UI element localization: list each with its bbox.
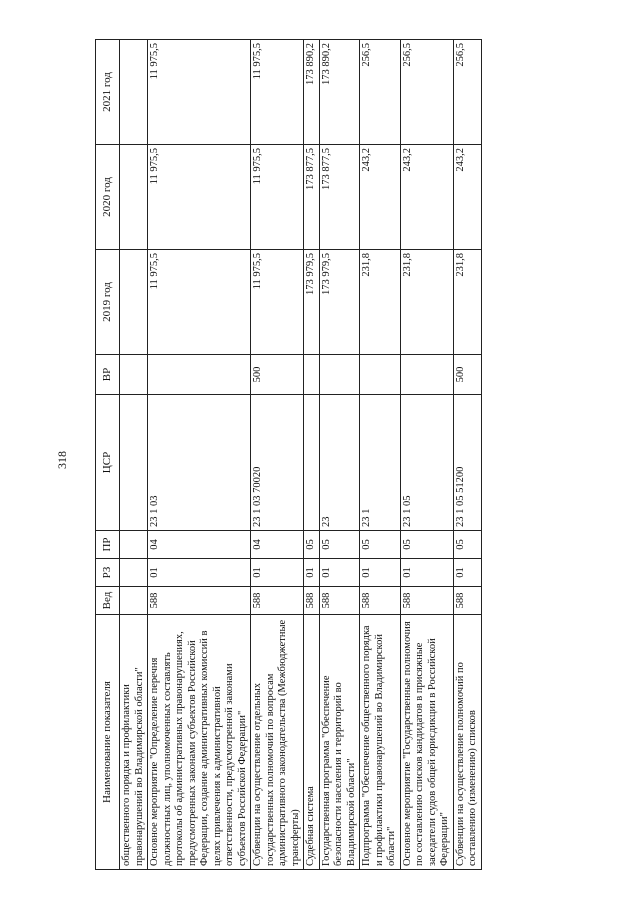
cell-rz: 01 — [400, 559, 453, 587]
table-row — [360, 40, 401, 870]
cell-pr — [120, 531, 148, 559]
cell-vr — [319, 355, 360, 395]
cell-ved — [120, 587, 148, 615]
header-2021: 2021 год — [96, 40, 120, 145]
cell-2020: 173 877,5 — [304, 145, 320, 250]
cell-2020: 243,2 — [400, 145, 453, 250]
cell-vr — [120, 355, 148, 395]
cell-pr: 05 — [453, 531, 481, 559]
header-2019: 2019 год — [96, 250, 120, 355]
cell-2020: 11 975,5 — [148, 145, 251, 250]
cell-ved: 588 — [453, 587, 481, 615]
rotated-page-content — [95, 40, 625, 870]
cell-ved: 588 — [400, 587, 453, 615]
cell-2021: 11 975,5 — [148, 40, 251, 145]
cell-rz: 01 — [148, 559, 251, 587]
table-row — [251, 40, 304, 870]
cell-2019: 173 979,5 — [304, 250, 320, 355]
cell-pr: 05 — [319, 531, 360, 559]
cell-ved: 588 — [251, 587, 304, 615]
cell-2021: 11 975,5 — [251, 40, 304, 145]
cell-rz: 01 — [319, 559, 360, 587]
cell-name: Основное мероприятие "Государственные полномочия по составлению списков кандидатов в присяжные заседатели судов общей юрисдикции в Российской Федерации" — [400, 615, 453, 870]
cell-name: Субвенции на осуществление отдельных государственных полномочий по вопросам административного законодательства (Межбюджетные трансферты) — [251, 615, 304, 870]
cell-csr: 23 1 03 70020 — [251, 395, 304, 531]
cell-2021: 256,5 — [453, 40, 481, 145]
cell-ved: 588 — [360, 587, 401, 615]
cell-vr: 500 — [453, 355, 481, 395]
header-ved: Вед — [96, 587, 120, 615]
cell-2019: 11 975,5 — [148, 250, 251, 355]
header-2020: 2020 год — [96, 145, 120, 250]
header-pr: ПР — [96, 531, 120, 559]
cell-2020: 243,2 — [360, 145, 401, 250]
cell-2019: 11 975,5 — [251, 250, 304, 355]
table-row — [400, 40, 453, 870]
cell-rz: 01 — [251, 559, 304, 587]
cell-rz — [120, 559, 148, 587]
cell-csr: 23 — [319, 395, 360, 531]
cell-pr: 05 — [400, 531, 453, 559]
header-rz: РЗ — [96, 559, 120, 587]
cell-name: Судебная система — [304, 615, 320, 870]
cell-rz: 01 — [304, 559, 320, 587]
table-row — [319, 40, 360, 870]
cell-csr: 23 1 — [360, 395, 401, 531]
cell-name: Подпрограмма "Обеспечение общественного порядка и профилактики правонарушений во Владимирской области" — [360, 615, 401, 870]
cell-pr: 05 — [360, 531, 401, 559]
cell-pr: 04 — [148, 531, 251, 559]
budget-table — [95, 39, 482, 870]
cell-2021 — [120, 40, 148, 145]
cell-2021: 256,5 — [400, 40, 453, 145]
cell-pr: 04 — [251, 531, 304, 559]
cell-name: Субвенции на осуществление полномочий по составлению (изменению) списков — [453, 615, 481, 870]
header-name: Наименование показателя — [96, 615, 120, 870]
cell-vr — [304, 355, 320, 395]
header-vr: ВР — [96, 355, 120, 395]
cell-ved: 588 — [319, 587, 360, 615]
page-number: 318 — [55, 451, 69, 469]
table-row — [148, 40, 251, 870]
cell-2020: 243,2 — [453, 145, 481, 250]
cell-2019: 173 979,5 — [319, 250, 360, 355]
cell-csr — [304, 395, 320, 531]
cell-name: общественного порядка и профилактики правонарушений во Владимирской области" — [120, 615, 148, 870]
cell-2021: 173 890,2 — [319, 40, 360, 145]
cell-vr: 500 — [251, 355, 304, 395]
table-row — [453, 40, 481, 870]
cell-vr — [148, 355, 251, 395]
cell-ved: 588 — [148, 587, 251, 615]
cell-csr: 23 1 05 51200 — [453, 395, 481, 531]
cell-name: Основное мероприятие "Определение перечня должностных лиц, уполномоченных составлять протоколы об административных правонарушениях, предусмотренных законами субъектов Российской Федерации, создание административных комиссий в целях привлечения к административной ответственности, предусмотренной законами субъектов Российской Федерации" — [148, 615, 251, 870]
cell-rz: 01 — [453, 559, 481, 587]
cell-csr: 23 1 05 — [400, 395, 453, 531]
cell-vr — [400, 355, 453, 395]
cell-ved: 588 — [304, 587, 320, 615]
cell-name: Государственная программа "Обеспечение безопасности населения и территорий во Владимирской области" — [319, 615, 360, 870]
cell-2021: 256,5 — [360, 40, 401, 145]
table-row — [304, 40, 320, 870]
cell-2021: 173 890,2 — [304, 40, 320, 145]
header-csr: ЦСР — [96, 395, 120, 531]
cell-2020: 11 975,5 — [251, 145, 304, 250]
cell-pr: 05 — [304, 531, 320, 559]
cell-csr — [120, 395, 148, 531]
cell-2019: 231,8 — [453, 250, 481, 355]
cell-2020: 173 877,5 — [319, 145, 360, 250]
cell-2020 — [120, 145, 148, 250]
table-row — [120, 40, 148, 870]
table-header-row — [96, 40, 120, 870]
cell-2019: 231,8 — [360, 250, 401, 355]
cell-rz: 01 — [360, 559, 401, 587]
cell-csr: 23 1 03 — [148, 395, 251, 531]
cell-vr — [360, 355, 401, 395]
cell-2019 — [120, 250, 148, 355]
cell-2019: 231,8 — [400, 250, 453, 355]
